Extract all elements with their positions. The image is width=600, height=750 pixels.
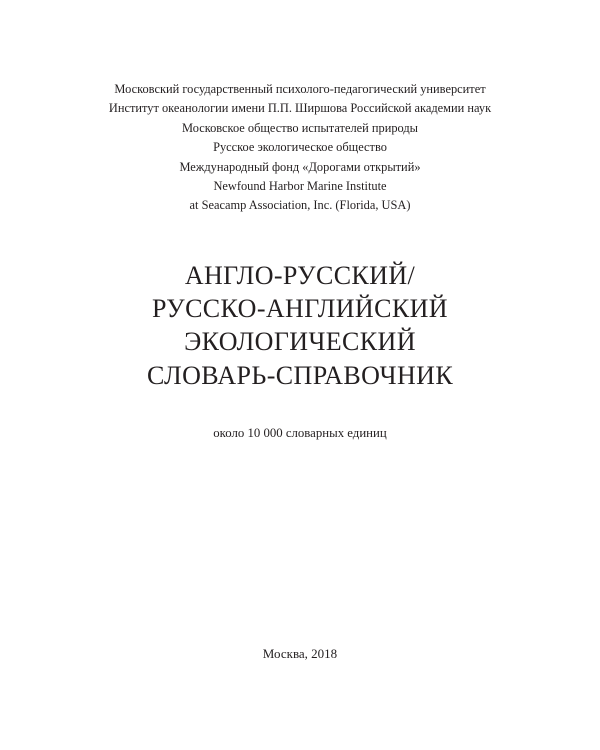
title-line: РУССКО-АНГЛИЙСКИЙ	[152, 294, 448, 324]
institution-line: Московское общество испытателей природы	[181, 120, 418, 135]
title-line: АНГЛО-РУССКИЙ/	[184, 261, 416, 290]
institution-line: Международный фонд «Дорогами открытий»	[179, 159, 421, 174]
imprint-place-year: Москва, 2018	[262, 646, 338, 661]
institution-line: Московский государственный психолого-педагогический университет	[114, 82, 486, 96]
institution-line: Newfound Harbor Marine Institute	[213, 179, 387, 194]
title-line: СЛОВАРЬ-СПРАВОЧНИК	[146, 360, 454, 390]
title-line: ЭКОЛОГИЧЕСКИЙ	[184, 327, 416, 357]
institution-line: Русское экологическое общество	[213, 140, 387, 155]
institution-line: at Seacamp Association, Inc. (Florida, USA)	[189, 198, 411, 213]
institutions-list	[0, 80, 600, 216]
book-title	[0, 259, 600, 392]
book-subtitle: около 10 000 словарных единиц	[213, 426, 387, 440]
institution-line: Институт океанологии имени П.П. Ширшова Российской академии наук	[108, 101, 492, 116]
